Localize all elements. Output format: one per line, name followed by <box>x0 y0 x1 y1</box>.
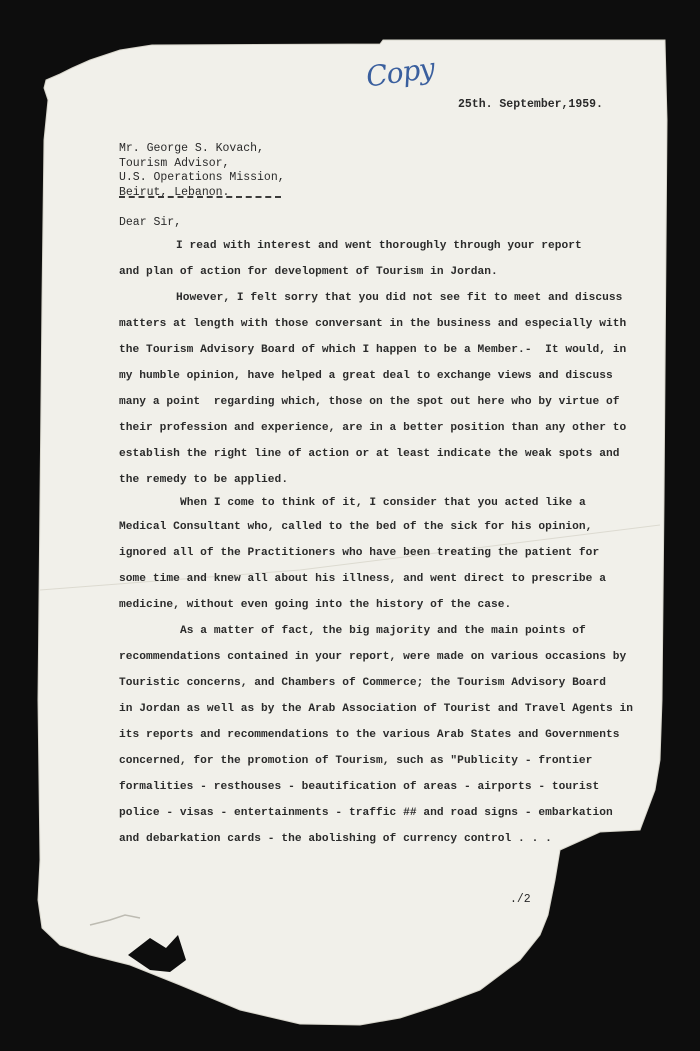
body-line: formalities - resthouses - beautification of areas - airports - tourist <box>119 781 600 793</box>
body-line: many a point regarding which, those on the spot out here who by virtue of <box>119 396 620 408</box>
body-line: the remedy to be applied. <box>119 474 289 486</box>
body-line: Touristic concerns, and Chambers of Commerce; the Tourism Advisory Board <box>119 677 606 689</box>
body-line: matters at length with those conversant in the business and especially with <box>119 318 627 330</box>
body-line: ignored all of the Practitioners who have been treating the patient for <box>119 547 600 559</box>
body-line: and plan of action for development of Tourism in Jordan. <box>119 266 498 278</box>
address-line: Beirut, Lebanon. <box>119 185 230 199</box>
body-line: and debarkation cards - the abolishing of currency control . . . <box>119 833 552 845</box>
body-line: the Tourism Advisory Board of which I happen to be a Member.- It would, in <box>119 344 627 356</box>
body-line: However, I felt sorry that you did not see fit to meet and discuss <box>176 292 623 304</box>
letter-date: 25th. September,1959. <box>458 98 603 111</box>
copy-annotation: Copy <box>364 51 436 94</box>
address-line: Tourism Advisor, <box>119 156 230 170</box>
body-line: When I come to think of it, I consider that you acted like a <box>180 497 586 509</box>
body-line: in Jordan as well as by the Arab Association of Tourist and Travel Agents in <box>119 703 634 715</box>
body-line: my humble opinion, have helped a great deal to exchange views and discuss <box>119 370 613 382</box>
salutation: Dear Sir, <box>119 216 182 229</box>
body-line: recommendations contained in your report, were made on various occasions by <box>119 651 627 663</box>
body-line: medicine, without even going into the history of the case. <box>119 599 512 611</box>
body-line: establish the right line of action or at least indicate the weak spots and <box>119 448 620 460</box>
body-line: its reports and recommendations to the various Arab States and Governments <box>119 729 620 741</box>
body-line: their profession and experience, are in a better position than any other to <box>119 422 627 434</box>
address-line: Mr. George S. Kovach, <box>119 142 264 155</box>
page-number: ./2 <box>510 893 531 906</box>
body-line: As a matter of fact, the big majority and the main points of <box>180 625 586 637</box>
body-line: concerned, for the promotion of Tourism, such as "Publicity - frontier <box>119 755 593 767</box>
recipient-address <box>119 142 285 200</box>
body-line: some time and knew all about his illness, and went direct to prescribe a <box>119 573 606 585</box>
address-underline <box>119 196 281 198</box>
body-line: I read with interest and went thoroughly through your report <box>176 240 582 252</box>
body-line: police - visas - entertainments - traffic ## and road signs - embarkation <box>119 807 613 819</box>
address-line: U.S. Operations Mission, <box>119 171 285 184</box>
body-line: Medical Consultant who, called to the bed of the sick for his opinion, <box>119 521 593 533</box>
